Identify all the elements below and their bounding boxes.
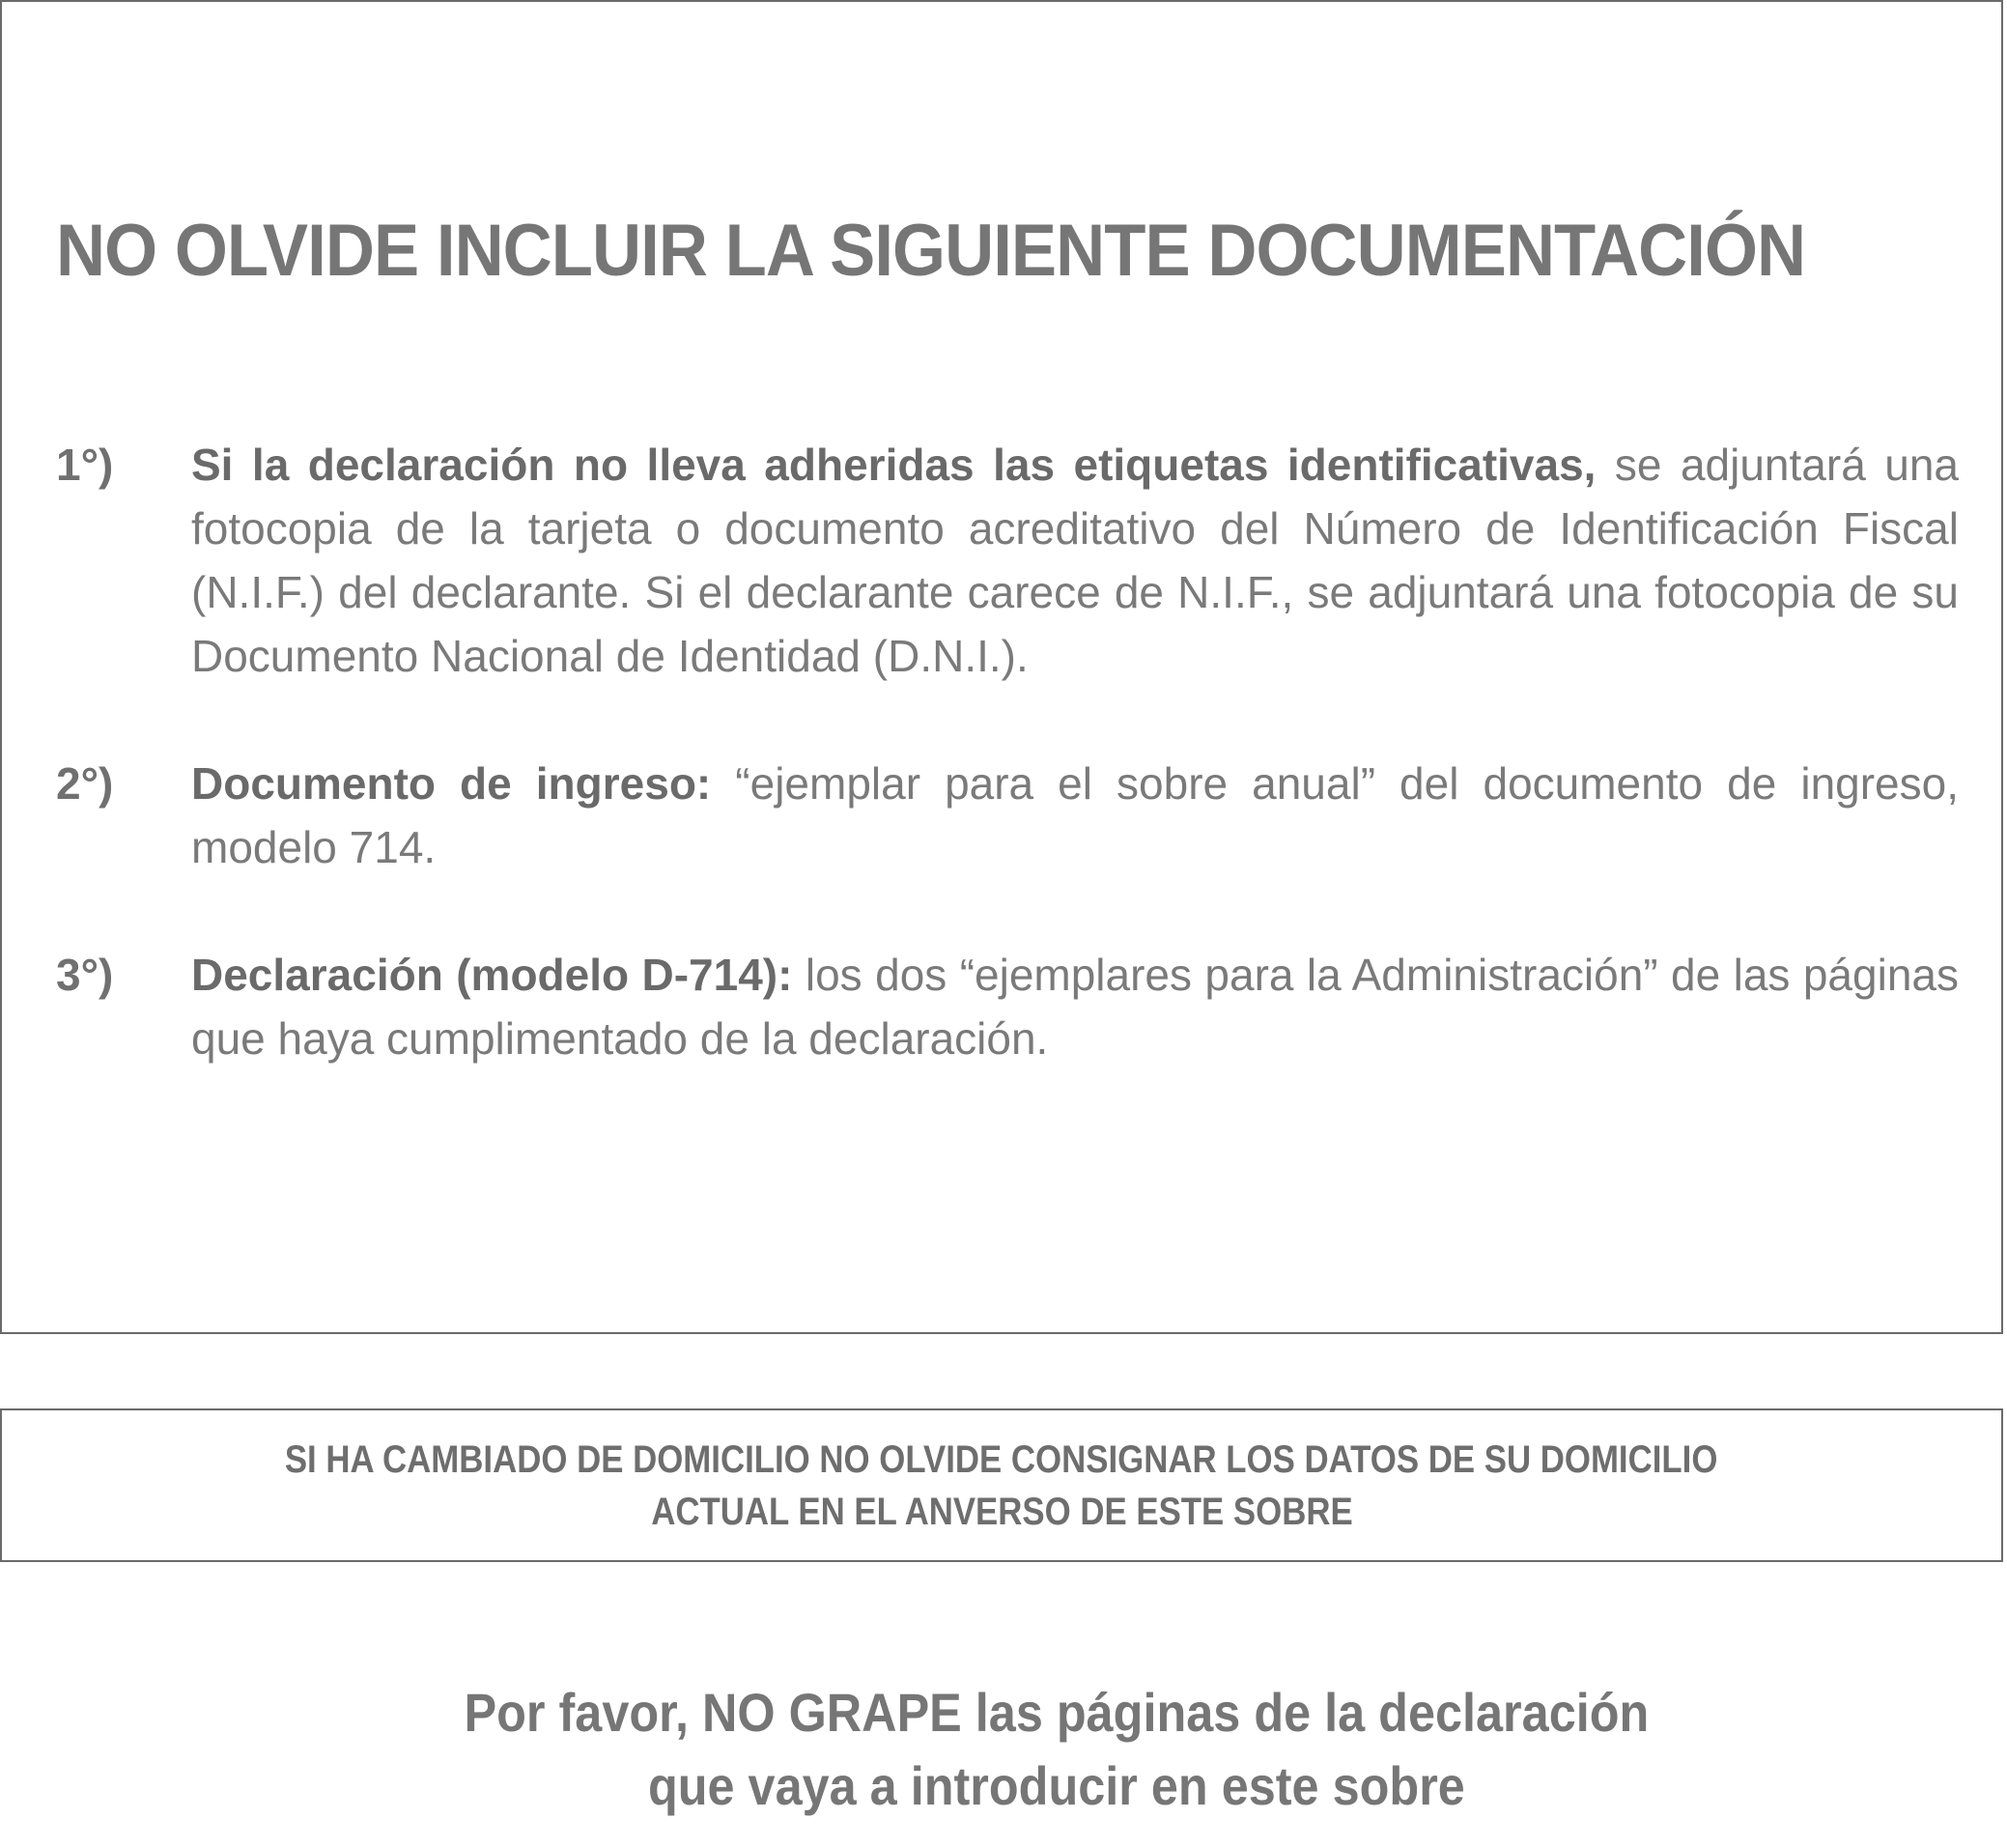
- footer-line-2: que vaya a introducir en este sobre: [647, 1755, 1465, 1816]
- item-bold-lead: Si la declaración no lleva adheridas las etiquetas identificativas,: [191, 440, 1597, 490]
- item-body: los dos “ejemplares para la Administración” de las páginas que haya cumplimentado de la declaración.: [191, 950, 1959, 1064]
- footer-line-1: Por favor, NO GRAPE las páginas de la declaración: [464, 1682, 1650, 1743]
- item-bold-lead: Declaración (modelo D-714):: [191, 950, 793, 1000]
- item-body: “ejemplar para el sobre anual” del documento de ingreso, modelo 714.: [191, 758, 1959, 872]
- item-bold-lead: Documento de ingreso:: [191, 758, 712, 809]
- list-item: [56, 943, 1959, 1070]
- item-text: [191, 752, 1959, 879]
- no-staple-footer: [0, 1676, 2007, 1823]
- item-number: 3°): [56, 950, 114, 1000]
- list-item: [56, 433, 1959, 688]
- item-body: se adjuntará una fotocopia de la tarjeta o documento acreditativo del Número de Identificación Fiscal (N.I.F.) del declarante. Si el declarante carece de N.I.F., se adjuntará una fotocopia de su Documento Nacional de Identidad (D.N.I.).: [191, 440, 1959, 681]
- item-number: 1°): [56, 440, 114, 490]
- item-text: [191, 433, 1959, 688]
- notice-line-1: SI HA CAMBIADO DE DOMICILIO NO OLVIDE CONSIGNAR LOS DATOS DE SU DOMICILIO: [285, 1437, 1718, 1481]
- notice-line-2: ACTUAL EN EL ANVERSO DE ESTE SOBRE: [650, 1490, 1353, 1533]
- item-text: [191, 943, 1959, 1070]
- list-item: [56, 752, 1959, 879]
- documentation-list: [56, 433, 1959, 1134]
- item-number: 2°): [56, 758, 114, 809]
- page-title: NO OLVIDE INCLUIR LA SIGUIENTE DOCUMENTACIÓN: [56, 210, 1806, 292]
- address-change-notice: [0, 1408, 2003, 1562]
